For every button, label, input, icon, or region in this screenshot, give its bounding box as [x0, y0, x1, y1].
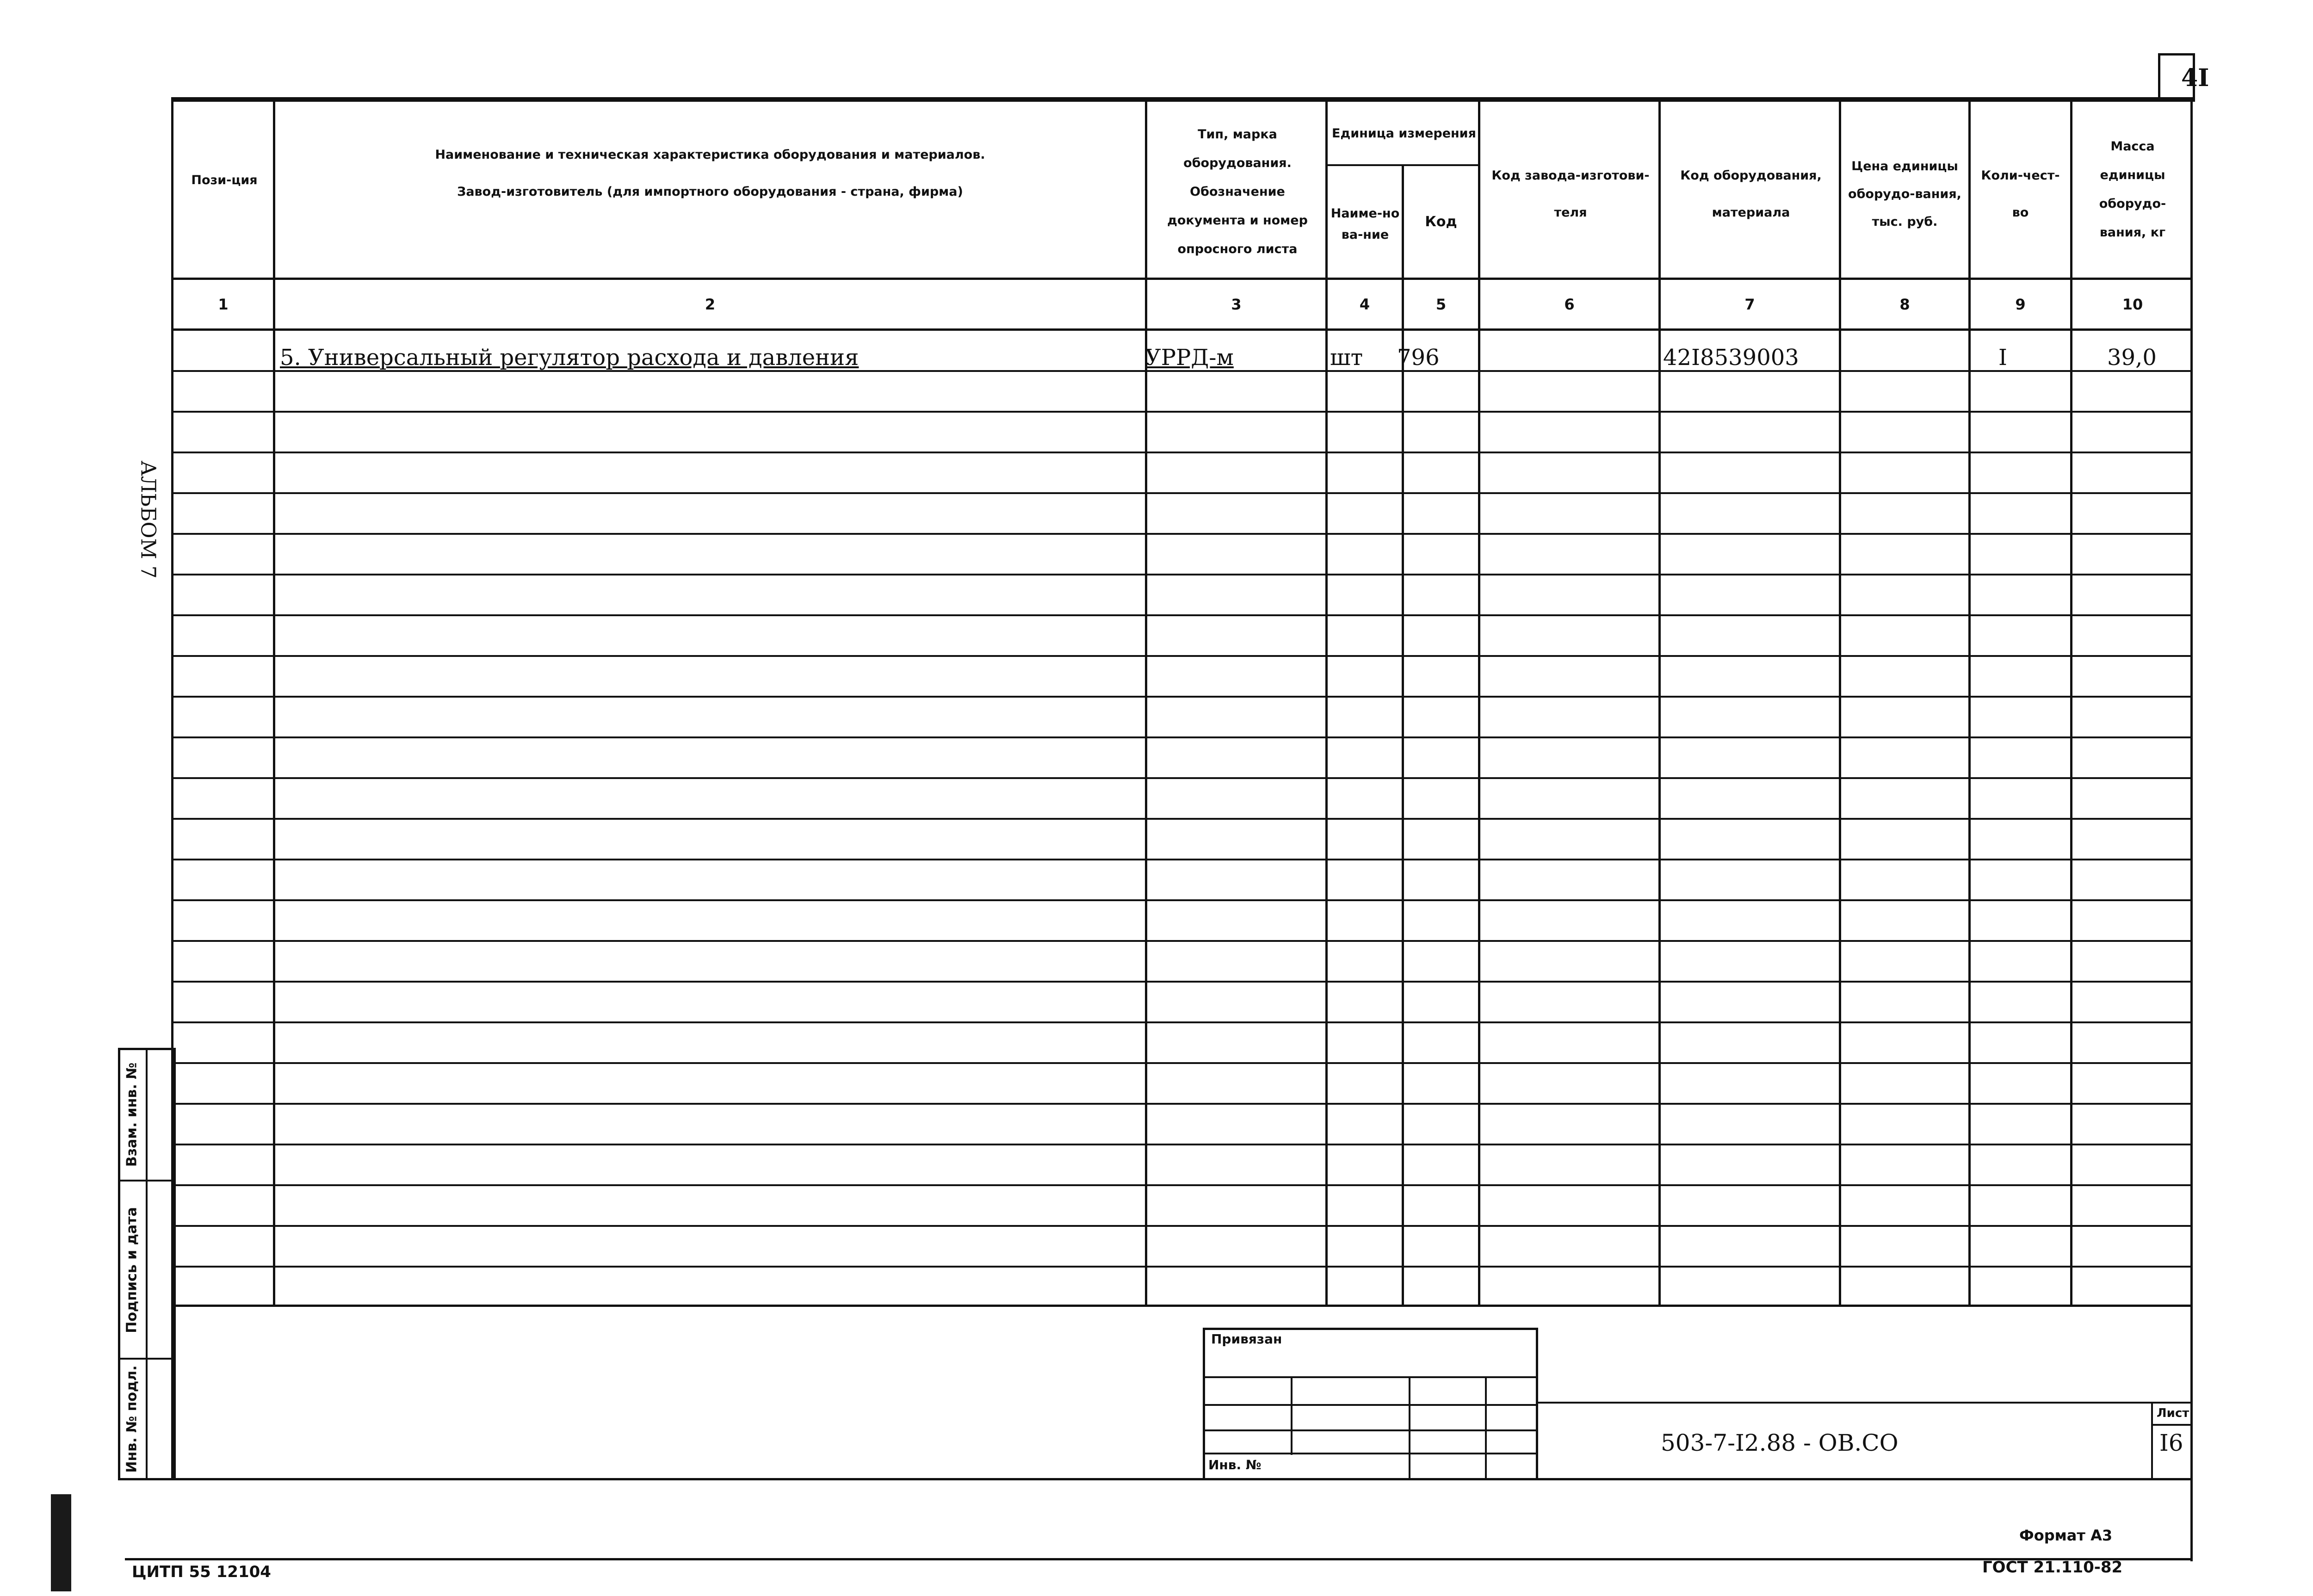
bottom-left-code: ЦИТП 55 12104	[132, 1563, 271, 1581]
colnum-6: 6	[1564, 295, 1575, 313]
table-row-line	[171, 452, 2193, 453]
colnum-8: 8	[1899, 295, 1910, 313]
header-unit-code: Код	[1425, 214, 1457, 230]
header-price: Цена единицы оборудо-вания, тыс. руб.	[1848, 159, 1961, 229]
table-row-line	[171, 1225, 2193, 1227]
header-position: Пози-ция	[191, 173, 258, 187]
col-sep-4	[1402, 164, 1404, 1307]
side-label-inventory: Инв. № подл.	[124, 1365, 140, 1473]
attached-label: Привязан	[1211, 1331, 1282, 1347]
header-name	[278, 134, 1143, 213]
corner-number: 4I	[2181, 64, 2209, 92]
colnum-9: 9	[2015, 295, 2026, 313]
colnum-7: 7	[1744, 295, 1755, 313]
attached-line-2	[1203, 1404, 1538, 1406]
colnum-3: 3	[1231, 295, 1242, 313]
header-name-line2: Завод-изготовитель (для импортного оборудования - страна, фирма)	[457, 185, 963, 199]
row-unit-code: 796	[1397, 345, 1440, 371]
table-row-line	[171, 1062, 2193, 1064]
header-unit-name: Наиме-нова-ние	[1330, 206, 1400, 242]
header-maker-code: Код завода-изготови-теля	[1491, 168, 1650, 220]
side-label-signature: Подпись и дата	[124, 1207, 140, 1333]
table-row-line	[171, 533, 2193, 535]
colnum-bottom-line	[171, 328, 2193, 331]
row-quantity: I	[1998, 345, 2007, 371]
row-name: 5. Универсальный регулятор расхода и давления	[280, 345, 859, 371]
inv-no-label: Инв. №	[1208, 1457, 1262, 1472]
table-row-line	[171, 1021, 2193, 1023]
scan-artifact	[51, 1494, 71, 1591]
side-panel-inner	[146, 1048, 148, 1480]
table-row-line	[171, 411, 2193, 413]
table-row-line	[171, 981, 2193, 983]
row-material-code: 42I8539003	[1663, 345, 1799, 371]
designation-top-line	[1538, 1402, 2193, 1404]
table-row-line	[171, 940, 2193, 942]
attached-vline-2	[1409, 1376, 1410, 1480]
table-row-line	[171, 1184, 2193, 1186]
colnum-1: 1	[218, 295, 229, 313]
colnum-10: 10	[2122, 295, 2143, 313]
attached-line-3	[1203, 1429, 1538, 1431]
table-row-line	[171, 859, 2193, 860]
table-row-line	[171, 899, 2193, 901]
table-row-line	[171, 736, 2193, 738]
table-row-line	[171, 1144, 2193, 1145]
attached-vline-3	[1485, 1376, 1487, 1480]
table-row-line	[171, 696, 2193, 698]
attached-line-4	[1203, 1453, 1538, 1454]
side-label-replacement: Взам. инв. №	[124, 1062, 140, 1167]
attached-vline-1	[1291, 1376, 1293, 1455]
attached-line-1	[1203, 1376, 1538, 1378]
header-unit-group: Единица измерения	[1332, 126, 1476, 141]
table-row-line	[171, 655, 2193, 657]
header-type: Тип, марка оборудования. Обозначение документа и номер опросного листа	[1167, 127, 1308, 256]
header-name-line1: Наименование и техническая характеристика оборудования и материалов.	[435, 148, 985, 162]
sheet-label: Лист	[2157, 1406, 2189, 1420]
colnum-5: 5	[1435, 295, 1447, 313]
sheet-number: I6	[2159, 1429, 2183, 1456]
album-label: АЛЬБОМ 7	[136, 460, 160, 579]
designation: 503-7-I2.88 - ОВ.СО	[1661, 1429, 1899, 1456]
table-row-line	[171, 1103, 2193, 1105]
table-row-line	[171, 1266, 2193, 1268]
header-mass: Масса единицы оборудо-вания, кг	[2099, 139, 2166, 240]
row-mass: 39,0	[2107, 345, 2157, 371]
colnum-2: 2	[705, 295, 716, 313]
table-row-line	[171, 574, 2193, 575]
sheet-number-divider	[2151, 1424, 2193, 1426]
format-label: Формат А3	[2019, 1527, 2113, 1544]
frame-bottom-line	[125, 1558, 2193, 1560]
table-row-line	[171, 818, 2193, 820]
unit-group-line	[1325, 164, 1480, 166]
row-type: УРРД-м	[1145, 345, 1234, 371]
colnum-4: 4	[1359, 295, 1370, 313]
header-material-code: Код оборудования, материала	[1680, 168, 1822, 220]
row-unit: шт	[1330, 345, 1363, 371]
header-quantity: Коли-чест-во	[1981, 168, 2060, 220]
gost-label: ГОСТ 21.110-82	[1982, 1558, 2123, 1577]
table-row-line	[171, 492, 2193, 494]
table-row-line	[171, 614, 2193, 616]
table-row-line	[171, 777, 2193, 779]
